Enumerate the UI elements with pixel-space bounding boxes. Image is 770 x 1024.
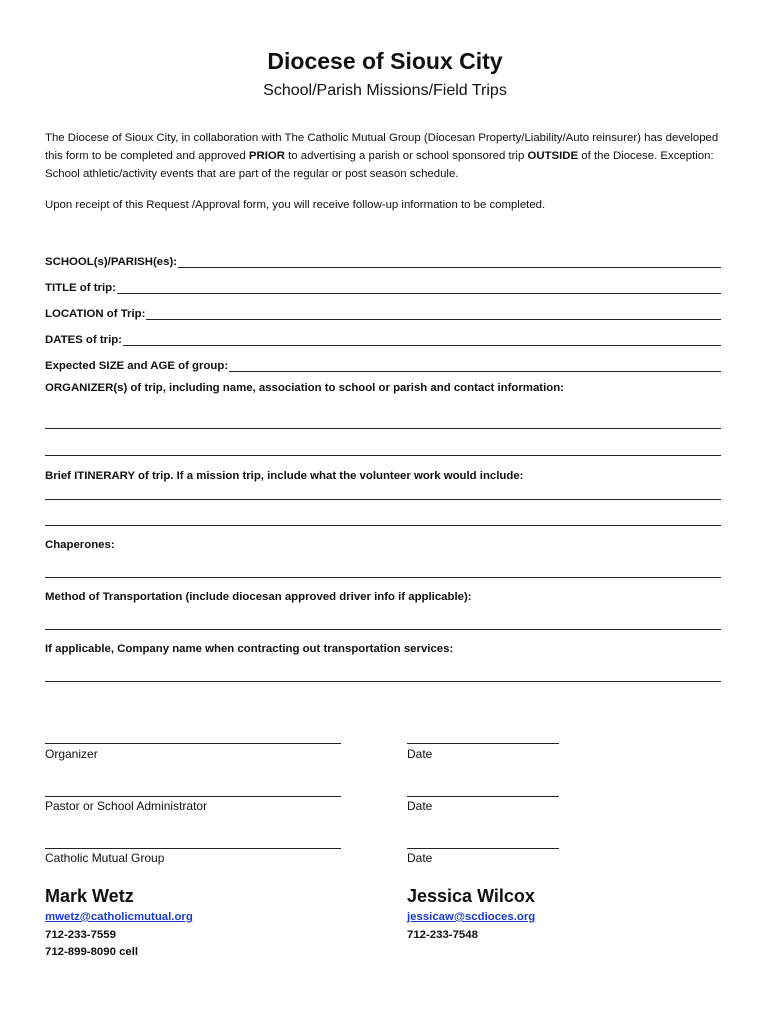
school-parish-input-line[interactable] xyxy=(178,256,721,268)
transport-section-label: Method of Transportation (include diocesan approved driver info if applicable): xyxy=(45,591,472,603)
itinerary-section-label: Brief ITINERARY of trip. If a mission trip, include what the volunteer work would include: xyxy=(45,470,524,482)
organizer-section-label: ORGANIZER(s) of trip, including name, association to school or parish and contact information: xyxy=(45,382,564,394)
itinerary-input-line-1[interactable] xyxy=(45,499,721,500)
intro-text-2: to advertising a parish or school sponsored trip xyxy=(284,150,528,162)
contact-left-email-link[interactable]: mwetz@catholicmutual.org xyxy=(45,911,193,923)
company-input-line[interactable] xyxy=(45,681,721,682)
receipt-note: Upon receipt of this Request /Approval form, you will receive follow-up information to be completed. xyxy=(45,199,546,211)
transport-input-line[interactable] xyxy=(45,629,721,630)
contact-left-cell: 712-899-8090 cell xyxy=(45,946,139,958)
contact-right-email-link[interactable]: jessicaw@scdioces.org xyxy=(407,911,536,923)
trip-location-label: LOCATION of Trip: xyxy=(45,308,146,320)
group-size-label: Expected SIZE and AGE of group: xyxy=(45,360,229,372)
intro-text-3: of the Diocese. Exception: School athletic/activity events that are part of the regular or post season schedule. xyxy=(45,150,714,180)
pastor-signature-line[interactable] xyxy=(45,796,341,797)
trip-dates-label: DATES of trip: xyxy=(45,334,122,346)
contact-left-phone: 712-233-7559 xyxy=(45,929,116,941)
intro-paragraph xyxy=(45,129,735,183)
contact-right-phone: 712-233-7548 xyxy=(407,929,478,941)
page-title: Diocese of Sioux City xyxy=(267,48,503,74)
pastor-signature-label: Pastor or School Administrator xyxy=(45,799,208,813)
catholic-mutual-date-line[interactable] xyxy=(407,848,559,849)
contact-right-name: Jessica Wilcox xyxy=(407,886,535,906)
organizer-date-label: Date xyxy=(407,747,433,761)
trip-dates-field xyxy=(45,330,721,346)
trip-location-input-line[interactable] xyxy=(146,308,721,320)
organizer-input-line-2[interactable] xyxy=(45,455,721,456)
organizer-signature-line[interactable] xyxy=(45,743,341,744)
organizer-signature-label: Organizer xyxy=(45,747,98,761)
trip-title-input-line[interactable] xyxy=(117,282,721,294)
trip-location-field xyxy=(45,304,721,320)
organizer-input-line-1[interactable] xyxy=(45,428,721,429)
chaperones-label: Chaperones: xyxy=(45,539,115,551)
chaperones-input-line[interactable] xyxy=(45,577,721,578)
trip-title-field xyxy=(45,278,721,294)
intro-text-1: The Diocese of Sioux City, in collaboration with The Catholic Mutual Group (Diocesan Property/Liability/Auto reinsurer) has developed this form to be completed and approved xyxy=(45,132,719,162)
pastor-date-line[interactable] xyxy=(407,796,559,797)
company-section-label: If applicable, Company name when contracting out transportation services: xyxy=(45,643,454,655)
catholic-mutual-signature-label: Catholic Mutual Group xyxy=(45,851,165,865)
catholic-mutual-signature-line[interactable] xyxy=(45,848,341,849)
contact-left-name: Mark Wetz xyxy=(45,886,134,906)
intro-prior: PRIOR xyxy=(248,150,285,162)
group-size-field xyxy=(45,356,721,372)
intro-outside: OUTSIDE xyxy=(527,150,579,162)
organizer-date-line[interactable] xyxy=(407,743,559,744)
school-parish-field xyxy=(45,252,721,268)
pastor-date-label: Date xyxy=(407,799,433,813)
trip-title-label: TITLE of trip: xyxy=(45,282,116,294)
school-parish-label: SCHOOL(s)/PARISH(es): xyxy=(45,256,178,268)
trip-dates-input-line[interactable] xyxy=(123,334,721,346)
catholic-mutual-date-label: Date xyxy=(407,851,433,865)
page-subtitle: School/Parish Missions/Field Trips xyxy=(263,82,507,99)
itinerary-input-line-2[interactable] xyxy=(45,525,721,526)
group-size-input-line[interactable] xyxy=(229,360,721,372)
